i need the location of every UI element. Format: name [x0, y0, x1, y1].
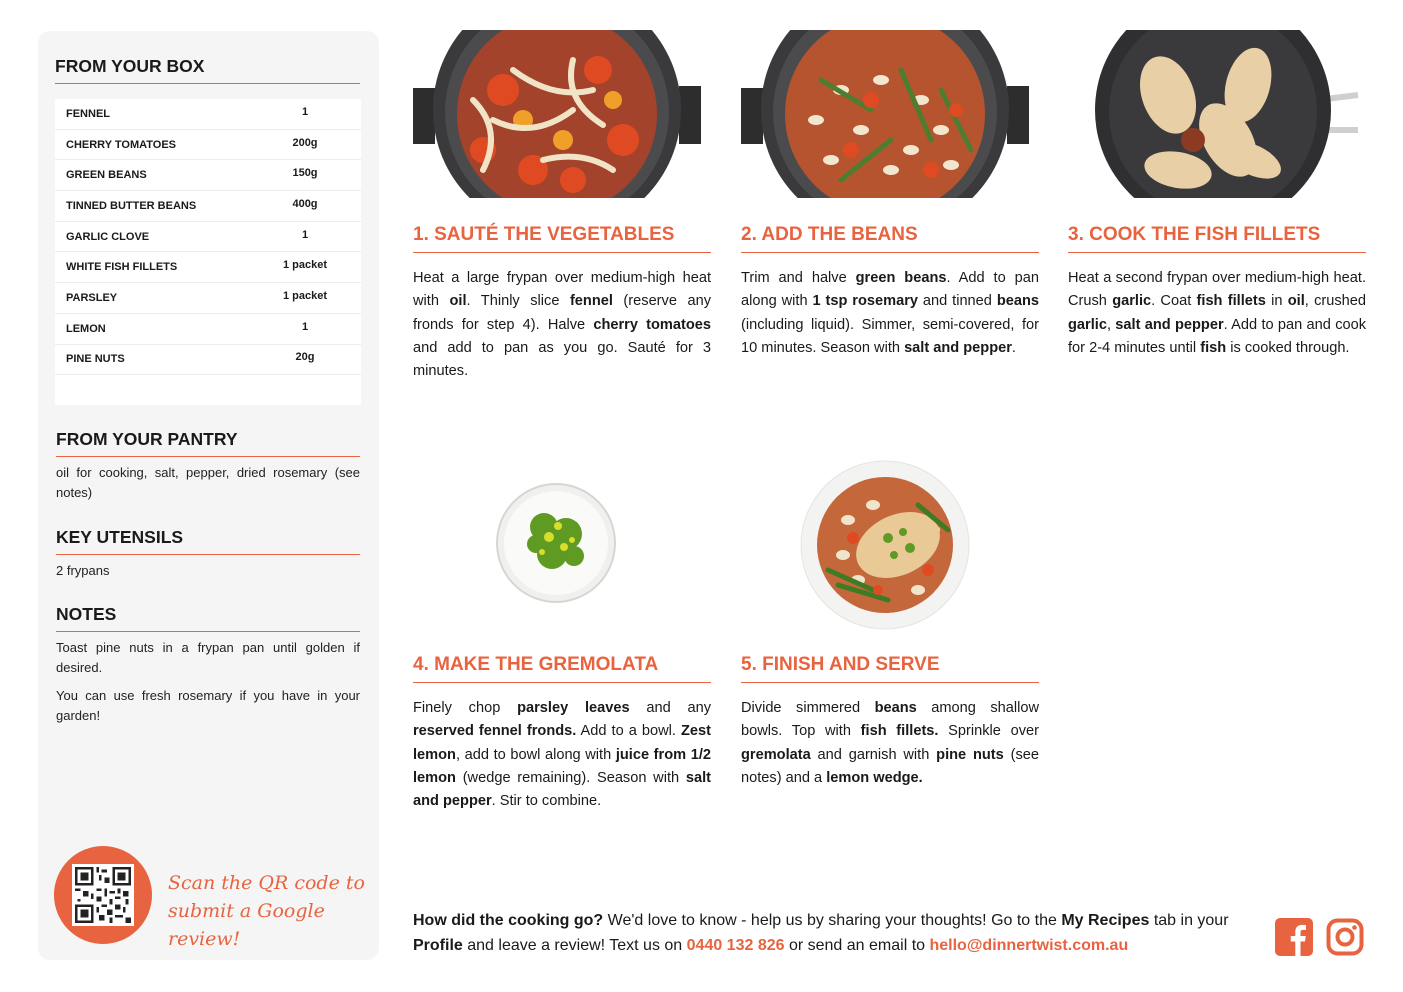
step-2-photo	[741, 30, 1029, 198]
note-1: Toast pine nuts in a frypan pan until golden if desired.	[56, 640, 360, 675]
qr-caption-line-2: submit a Google review!	[168, 900, 325, 950]
step-text: Heat a second frypan over medium-high heat. Crush	[1068, 270, 1366, 310]
ingredient-name: TINNED BUTTER BEANS	[66, 199, 197, 212]
step-highlight: salt and pepper	[413, 769, 711, 810]
pantry-text: oil for cooking, salt, pepper, dried rosemary (see notes)	[56, 465, 360, 500]
ingredient-name: GARLIC CLOVE	[66, 230, 150, 243]
footer-text: We'd love to know - help us by sharing your thoughts! Go to the	[603, 912, 1062, 929]
step-text: . Stir to combine.	[491, 793, 602, 810]
step-text: ,	[1106, 316, 1116, 333]
step-text: .	[1011, 339, 1016, 356]
table-row	[55, 283, 361, 314]
table-row	[55, 222, 361, 253]
step-highlight: Zest lemon	[413, 723, 711, 763]
table-row	[55, 345, 361, 376]
step-highlight: garlic	[1068, 316, 1107, 333]
step-1-title: 1. SAUTÉ THE VEGETABLES	[413, 224, 711, 253]
step-highlight: salt and pepper	[1115, 316, 1224, 333]
email-link[interactable]: hello@dinnertwist.com.au	[929, 937, 1129, 954]
step-highlight: garlic	[1112, 293, 1152, 310]
step-2-title: 2. ADD THE BEANS	[741, 224, 1039, 253]
ingredient-qty: 1 packet	[282, 289, 328, 302]
step-highlight: parsley leaves	[517, 700, 630, 716]
step-highlight: fennel	[569, 293, 613, 310]
ingredient-name: LEMON	[66, 322, 106, 335]
step-text: . Coat	[1151, 293, 1197, 310]
step-text: and garnish with	[810, 746, 937, 763]
step-3-photo	[1068, 30, 1366, 198]
utensils-text: 2 frypans	[56, 563, 110, 578]
step-text: Finely chop	[413, 700, 518, 716]
table-row	[55, 314, 361, 345]
step-text: . Thinly slice	[466, 293, 570, 310]
step-highlight: cherry tomatoes	[593, 316, 711, 333]
feedback-footer	[413, 908, 1263, 958]
step-highlight: gremolata	[741, 746, 811, 763]
facebook-icon[interactable]	[1275, 918, 1313, 956]
ingredient-qty: 1	[301, 320, 309, 333]
qr-caption-line-1: Scan the QR code to	[168, 872, 365, 894]
step-3-title: 3. COOK THE FISH FILLETS	[1068, 224, 1366, 253]
notes-title: NOTES	[56, 604, 360, 632]
step-highlight: fish fillets.	[860, 723, 939, 740]
step-text: (including liquid). Simmer, semi-covered, for 10 minutes. Season with	[741, 316, 1039, 356]
step-5-body	[741, 697, 1039, 790]
step-text: (reserve any fronds for step 4). Halve	[413, 293, 711, 333]
my-recipes-link[interactable]: My Recipes	[1061, 912, 1150, 929]
step-1-body	[413, 267, 711, 383]
ingredient-qty: 200g	[292, 136, 318, 149]
step-text: Sprinkle over	[938, 723, 1039, 740]
step-5-photo	[798, 460, 972, 630]
step-text: among shallow bowls. Top with	[741, 700, 1039, 740]
step-text: Heat a large frypan over medium-high heat with	[413, 270, 711, 310]
step-4-title: 4. MAKE THE GREMOLATA	[413, 654, 711, 683]
table-row	[55, 99, 361, 130]
qr-code-icon[interactable]	[72, 864, 134, 926]
ingredient-name: CHERRY TOMATOES	[66, 138, 177, 151]
step-text: and add to pan as you go. Sauté for 3 minutes.	[413, 339, 711, 380]
footer-text: tab in your	[1149, 912, 1229, 929]
ingredient-qty: 1 packet	[282, 259, 328, 272]
step-highlight: oil	[1287, 293, 1305, 310]
step-text: Divide simmered	[741, 700, 875, 716]
step-highlight: juice from 1/2 lemon	[413, 746, 711, 786]
profile-link[interactable]: Profile	[413, 937, 463, 954]
ingredient-name: PARSLEY	[66, 291, 118, 304]
footer-text: and leave a review! Text us on	[462, 937, 687, 954]
from-your-box-title: FROM YOUR BOX	[55, 56, 360, 84]
step-4-body	[413, 697, 711, 813]
footer-text: or send an email to	[784, 937, 930, 954]
step-text: , add to bowl along with	[455, 746, 616, 763]
ingredient-qty: 150g	[292, 167, 318, 180]
step-text: and any	[629, 700, 711, 716]
ingredient-name: GREEN BEANS	[66, 169, 147, 182]
ingredient-qty: 1	[301, 105, 309, 118]
step-text: . Add to pan and cook for 2-4 minutes until	[1068, 316, 1367, 356]
step-highlight: pine nuts	[936, 746, 1004, 763]
ingredient-name: PINE NUTS	[66, 353, 125, 366]
qr-caption	[168, 869, 368, 953]
ingredient-qty: 400g	[292, 197, 318, 210]
key-utensils-title: KEY UTENSILS	[56, 527, 360, 555]
step-text: is cooked through.	[1226, 339, 1350, 356]
step-highlight: salt and pepper	[904, 339, 1012, 356]
step-2-body	[741, 267, 1039, 360]
step-highlight: lemon wedge.	[826, 769, 923, 786]
step-highlight: beans	[996, 293, 1039, 310]
instagram-icon[interactable]	[1326, 918, 1364, 956]
step-highlight: beans	[874, 700, 917, 716]
step-5-title: 5. FINISH AND SERVE	[741, 654, 1039, 683]
step-text: , crushed	[1304, 293, 1366, 310]
step-text: Add to a bowl.	[576, 723, 681, 740]
table-row	[55, 191, 361, 222]
step-highlight: fish	[1200, 339, 1227, 356]
phone-link[interactable]: 0440 132 826	[686, 937, 785, 954]
footer-question: How did the cooking go?	[413, 912, 604, 929]
note-2: You can use fresh rosemary if you have in your garden!	[56, 688, 360, 723]
step-highlight: oil	[449, 293, 467, 310]
step-highlight: 1 tsp rosemary	[812, 293, 918, 310]
step-4-photo	[494, 482, 618, 604]
step-text: Trim and halve	[741, 270, 856, 286]
step-text: and tinned	[918, 293, 997, 310]
step-3-body	[1068, 267, 1366, 360]
ingredients-sidebar	[38, 31, 379, 960]
step-text: (see notes) and a	[741, 746, 1039, 786]
ingredient-qty: 1	[301, 228, 309, 241]
ingredient-name: FENNEL	[66, 107, 110, 120]
ingredient-qty: 20g	[295, 351, 315, 364]
step-text: in	[1265, 293, 1288, 310]
step-text: (wedge remaining). Season with	[455, 769, 686, 786]
step-text: . Add to pan along with	[741, 270, 1039, 310]
step-1-photo	[413, 30, 701, 198]
ingredient-name: WHITE FISH FILLETS	[66, 261, 178, 274]
ingredients-table	[55, 99, 361, 405]
table-row	[55, 160, 361, 191]
table-row	[55, 252, 361, 283]
qr-badge	[54, 846, 152, 944]
from-your-pantry-title: FROM YOUR PANTRY	[56, 429, 360, 457]
step-highlight: fish fillets	[1196, 293, 1266, 310]
table-row	[55, 130, 361, 161]
step-highlight: green beans	[855, 270, 947, 286]
step-highlight: reserved fennel fronds.	[413, 723, 577, 740]
